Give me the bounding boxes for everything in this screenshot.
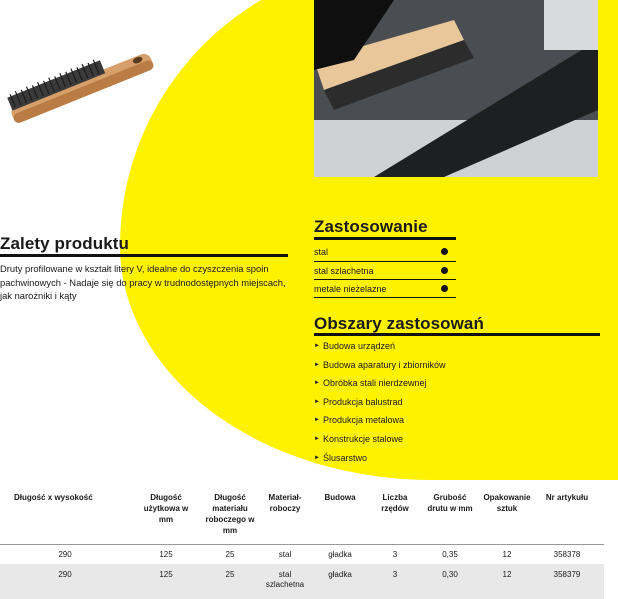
bullet-dot-icon	[441, 285, 448, 292]
benefits-title-rule	[0, 254, 288, 257]
table-cell: 25	[225, 570, 235, 579]
triangle-bullet-icon: ►	[314, 380, 320, 386]
wire-brush-image	[0, 30, 170, 150]
triangle-bullet-icon: ►	[314, 455, 320, 461]
area-label: Produkcja balustrad	[322, 397, 403, 407]
triangle-bullet-icon: ►	[314, 343, 320, 349]
application-label: stal szlachetna	[314, 265, 374, 276]
area-label: Obróbka stali nierdzewnej	[322, 378, 427, 388]
triangle-bullet-icon: ►	[314, 436, 320, 442]
table-header: Długość materiału roboczego w mm	[205, 493, 255, 535]
areas-title: Obszary zastosowań	[314, 314, 484, 333]
table-cell: 0,30	[442, 570, 458, 579]
application-row-divider	[314, 297, 456, 298]
application-title: Zastosowanie	[314, 217, 428, 236]
triangle-bullet-icon: ►	[314, 417, 320, 423]
table-cell: 358379	[553, 570, 581, 579]
area-label: Produkcja metalowa	[322, 415, 404, 425]
list-item	[314, 376, 427, 390]
bullet-dot-icon	[441, 267, 448, 274]
area-label: Konstrukcje stalowe	[322, 434, 403, 444]
benefits-title: Zalety produktu	[0, 234, 130, 253]
table-cell: 3	[392, 570, 398, 579]
table-cell: 290	[58, 570, 72, 579]
application-title-rule	[314, 237, 456, 240]
list-item	[314, 413, 404, 427]
table-cell: 290	[58, 550, 72, 559]
table-cell: 125	[159, 570, 173, 579]
table-header: Nr artykułu	[545, 493, 589, 502]
table-cell: 358378	[553, 550, 581, 559]
list-item	[314, 451, 367, 465]
bullet-dot-icon	[441, 248, 448, 255]
area-label: Budowa aparatury i zbiorników	[322, 360, 446, 370]
triangle-bullet-icon: ►	[314, 399, 320, 405]
area-label: Budowa urządzeń	[322, 341, 396, 351]
list-item	[314, 432, 403, 446]
table-cell: stal szlachetna	[265, 570, 305, 589]
table-header: Liczba rzędów	[381, 493, 409, 513]
table-cell: 125	[159, 550, 173, 559]
area-label: Ślusarstwo	[322, 453, 367, 463]
table-header: Budowa	[324, 493, 356, 502]
table-cell: gładka	[328, 570, 352, 579]
table-header: Materiał-roboczy	[268, 493, 302, 513]
table-header: Grubość drutu w mm	[427, 493, 473, 513]
list-item	[314, 358, 446, 372]
application-row-nonferrous	[314, 280, 456, 297]
application-photo	[314, 0, 598, 177]
triangle-bullet-icon: ►	[314, 362, 320, 368]
table-header: Długość użytkowa w mm	[143, 493, 189, 524]
application-label: metale nieżelazne	[314, 283, 387, 294]
table-header: Długość x wysokość	[14, 493, 93, 502]
table-cell: gładka	[328, 550, 352, 559]
table-cell: 25	[225, 550, 235, 559]
list-item	[314, 395, 403, 409]
table-cell: 12	[502, 570, 512, 579]
benefits-description: Druty profilowane w kształt litery V, idealne do czyszczenia spoin pachwinowych - Nadaje się do pracy w trudnodostępnych miejscach, jak narożniki i kąty	[0, 263, 286, 301]
table-divider	[0, 544, 604, 545]
table-cell: 0,35	[442, 550, 458, 559]
application-row-stainless	[314, 262, 456, 279]
table-header: Opakowanie sztuk	[483, 493, 531, 513]
application-row-steel	[314, 243, 456, 260]
application-label: stal	[314, 246, 329, 257]
areas-title-rule	[314, 333, 600, 336]
table-cell: 12	[502, 550, 512, 559]
table-cell: 3	[392, 550, 398, 559]
table-cell: stal	[278, 550, 292, 559]
list-item	[314, 339, 395, 353]
